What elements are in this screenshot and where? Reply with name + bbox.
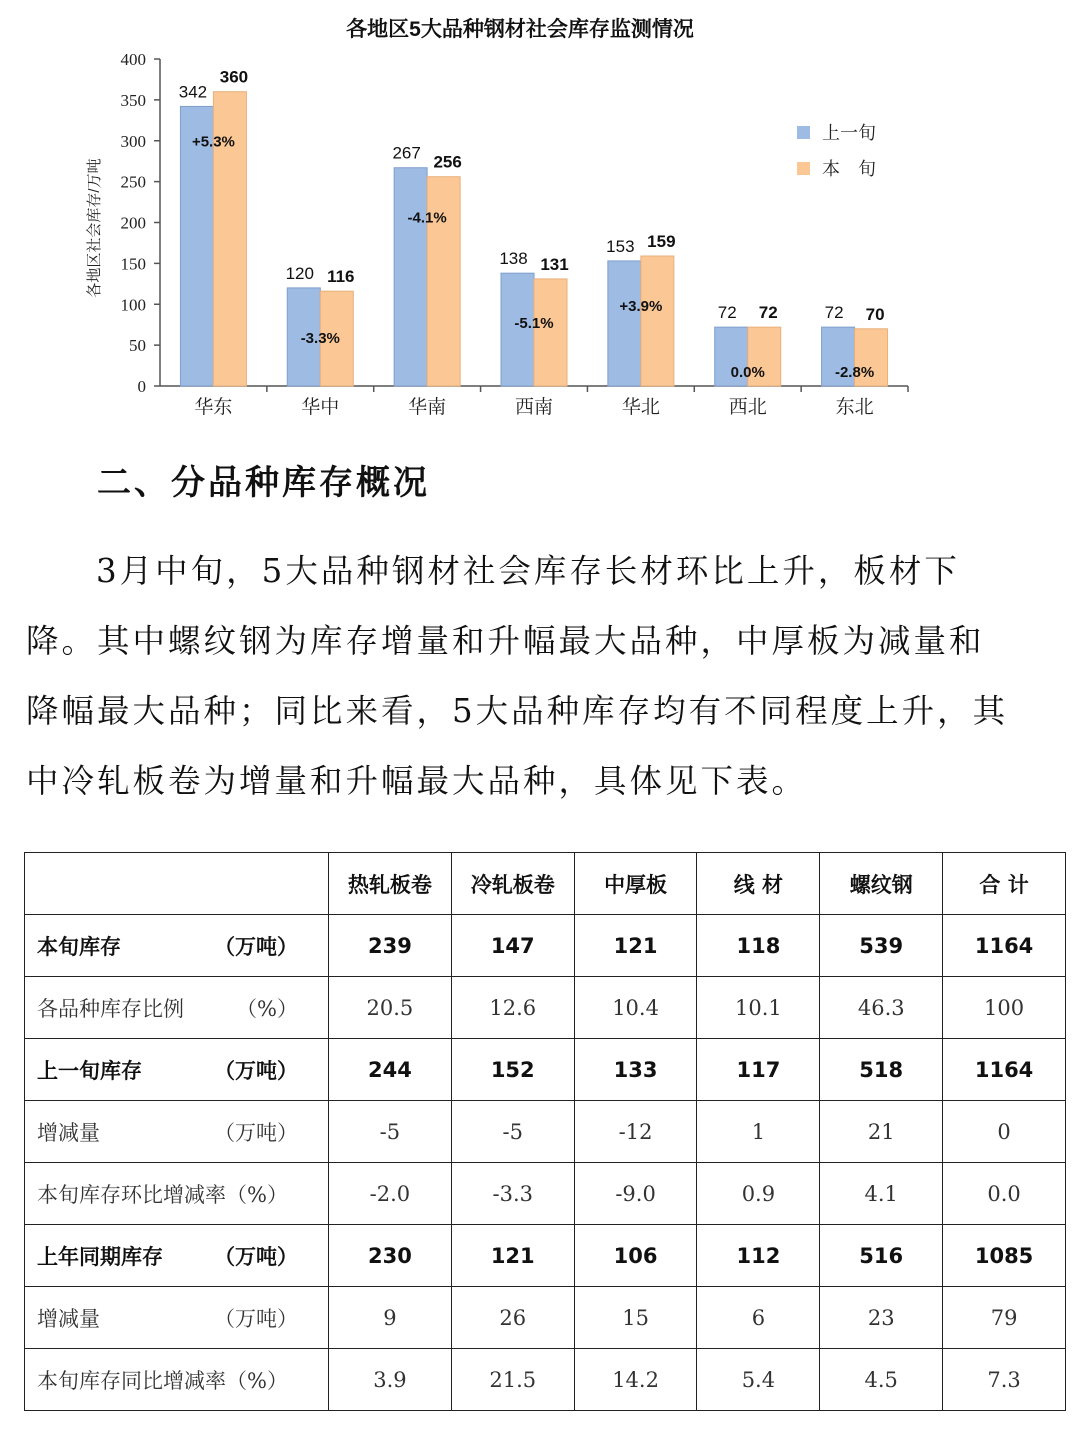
table-cell: 23 — [820, 1287, 943, 1349]
table-cell: 230 — [329, 1225, 452, 1287]
x-category-label: 华南 — [408, 396, 447, 418]
bar-current — [534, 279, 567, 386]
table-cell: 12.6 — [451, 977, 574, 1039]
row-label: 本旬库存同比增减率（%） — [37, 1368, 288, 1393]
bar-value-label: 131 — [540, 254, 569, 274]
table-body — [25, 915, 1066, 1411]
table-row — [25, 1349, 1066, 1411]
bar-value-label: 70 — [865, 304, 885, 324]
table-cell: 106 — [574, 1225, 697, 1287]
table-cell: 26 — [451, 1287, 574, 1349]
table-cell: -2.0 — [329, 1163, 452, 1225]
bar-previous — [608, 261, 641, 386]
row-label-cell — [25, 1163, 329, 1225]
bar-value-label: 153 — [606, 236, 635, 256]
table-cell: 20.5 — [329, 977, 452, 1039]
table-row — [25, 1101, 1066, 1163]
bar-value-label: 116 — [327, 267, 355, 287]
bar-value-label: 267 — [392, 143, 421, 163]
y-tick-label: 50 — [129, 336, 146, 356]
row-label: 上年同期库存 — [37, 1244, 163, 1269]
table-row — [25, 915, 1066, 977]
row-label-cell — [25, 1101, 329, 1163]
row-unit: （万吨） — [214, 934, 298, 959]
section-heading: 二、分品种库存概况 — [97, 463, 430, 503]
header-cell — [25, 853, 329, 915]
table-cell: -5 — [329, 1101, 452, 1163]
row-label-cell — [25, 915, 329, 977]
table-cell: 121 — [574, 915, 697, 977]
table-cell: 0 — [943, 1101, 1066, 1163]
table-cell: 133 — [574, 1039, 697, 1101]
x-category-label: 东北 — [835, 396, 874, 418]
legend-label: 本 旬 — [822, 159, 876, 180]
bar-value-label: 342 — [178, 82, 208, 102]
table-cell: 100 — [943, 977, 1066, 1039]
y-axis-label: 各地区社会库存/万吨 — [86, 158, 103, 298]
bar-value-label: 256 — [433, 152, 462, 172]
table-cell: 14.2 — [574, 1349, 697, 1411]
table-cell: 4.5 — [820, 1349, 943, 1411]
header-cell: 中厚板 — [574, 853, 697, 915]
region-inventory-chart — [0, 0, 1080, 430]
table-cell: -9.0 — [574, 1163, 697, 1225]
table-cell: -3.3 — [451, 1163, 574, 1225]
y-tick-label: 150 — [120, 254, 146, 274]
table-cell: 516 — [820, 1225, 943, 1287]
table-header-row — [25, 853, 1066, 915]
change-rate-label: -5.1% — [514, 315, 554, 333]
row-label-cell — [25, 1349, 329, 1411]
row-label-cell — [25, 1039, 329, 1101]
table-cell: 6 — [697, 1287, 820, 1349]
table-cell: 0.9 — [697, 1163, 820, 1225]
table-cell: 4.1 — [820, 1163, 943, 1225]
bar-value-label: 120 — [285, 263, 314, 283]
row-label: 上一旬库存 — [37, 1058, 142, 1083]
y-tick-label: 250 — [120, 172, 146, 192]
change-rate-label: -2.8% — [834, 364, 875, 382]
table-cell: 46.3 — [820, 977, 943, 1039]
x-category-label: 西南 — [514, 396, 554, 418]
table-row — [25, 1163, 1066, 1225]
table-cell: 1085 — [943, 1225, 1066, 1287]
header-cell: 热轧板卷 — [329, 853, 452, 915]
x-category-label: 华中 — [301, 396, 340, 418]
variety-inventory-table — [24, 852, 1066, 1411]
table-cell: 0.0 — [943, 1163, 1066, 1225]
y-tick-label: 100 — [120, 295, 146, 315]
table-cell: 244 — [329, 1039, 452, 1101]
table-cell: 79 — [943, 1287, 1066, 1349]
row-unit: （万吨） — [214, 1244, 298, 1269]
table-row — [25, 977, 1066, 1039]
bar-value-label: 72 — [824, 303, 844, 323]
header-cell: 冷轧板卷 — [451, 853, 574, 915]
table-cell: 10.1 — [697, 977, 820, 1039]
change-rate-label: 0.0% — [730, 364, 765, 382]
change-rate-label: -4.1% — [407, 209, 447, 227]
row-label-cell — [25, 977, 329, 1039]
table-cell: 118 — [697, 915, 820, 977]
y-tick-label: 0 — [137, 377, 146, 396]
row-unit: （万吨） — [214, 1306, 298, 1331]
row-label: 本旬库存环比增减率（%） — [37, 1182, 288, 1207]
y-tick-label: 300 — [120, 131, 146, 151]
row-label-cell — [25, 1287, 329, 1349]
row-label: 各品种库存比例 — [37, 996, 184, 1021]
table-cell: 1 — [697, 1101, 820, 1163]
table-cell: 7.3 — [943, 1349, 1066, 1411]
table-cell: -5 — [451, 1101, 574, 1163]
bar-value-label: 360 — [219, 67, 249, 87]
row-unit: （万吨） — [214, 1058, 298, 1083]
row-unit: （万吨） — [214, 1120, 298, 1145]
summary-paragraph: 3月中旬，5大品种钢材社会库存长材环比上升，板材下降。其中螺纹钢为库存增量和升幅最大品种，中厚板为减量和降幅最大品种；同比来看，5大品种库存均有不同程度上升，其中冷轧板卷为增量和升幅最大品种，具体见下表。 — [26, 552, 1009, 800]
table-cell: 518 — [820, 1039, 943, 1101]
table-cell: -12 — [574, 1101, 697, 1163]
table-cell: 539 — [820, 915, 943, 977]
table-cell: 21 — [820, 1101, 943, 1163]
table-cell: 239 — [329, 915, 452, 977]
legend-swatch — [797, 126, 810, 139]
table-cell: 21.5 — [451, 1349, 574, 1411]
table-cell: 15 — [574, 1287, 697, 1349]
header-cell: 螺纹钢 — [820, 853, 943, 915]
bar-value-label: 72 — [758, 303, 778, 323]
table-cell: 10.4 — [574, 977, 697, 1039]
x-category-label: 西北 — [728, 396, 767, 418]
bar-value-label: 138 — [499, 249, 528, 269]
table-cell: 121 — [451, 1225, 574, 1287]
table-row — [25, 1287, 1066, 1349]
legend-swatch — [797, 162, 810, 175]
bar-value-label: 72 — [717, 303, 737, 323]
bar-value-label: 159 — [647, 232, 676, 252]
bar-current — [641, 256, 674, 386]
chart-title: 各地区5大品种钢材社会库存监测情况 — [346, 18, 694, 41]
bar-previous — [394, 168, 427, 386]
table-cell: 3.9 — [329, 1349, 452, 1411]
change-rate-label: +5.3% — [191, 133, 235, 151]
table-cell: 1164 — [943, 1039, 1066, 1101]
change-rate-label: +3.9% — [619, 298, 663, 316]
table-row — [25, 1039, 1066, 1101]
y-tick-label: 350 — [120, 90, 146, 110]
table-cell: 117 — [697, 1039, 820, 1101]
row-label: 本旬库存 — [37, 934, 121, 959]
y-tick-label: 200 — [120, 213, 146, 233]
header-cell: 合 计 — [943, 853, 1066, 915]
bar-current — [427, 177, 460, 386]
table-cell: 152 — [451, 1039, 574, 1101]
table-cell: 147 — [451, 915, 574, 977]
row-label-cell — [25, 1225, 329, 1287]
row-label: 增减量 — [37, 1306, 100, 1331]
header-cell: 线 材 — [697, 853, 820, 915]
row-unit: （%） — [236, 996, 298, 1021]
table-row — [25, 1225, 1066, 1287]
x-category-label: 华东 — [194, 396, 233, 418]
table-cell: 1164 — [943, 915, 1066, 977]
table-cell: 9 — [329, 1287, 452, 1349]
change-rate-label: -3.3% — [300, 329, 340, 347]
row-label: 增减量 — [37, 1120, 100, 1145]
table-cell: 112 — [697, 1225, 820, 1287]
legend-label: 上一旬 — [822, 123, 876, 144]
x-category-label: 华北 — [621, 396, 660, 418]
y-tick-label: 400 — [120, 50, 146, 69]
table-cell: 5.4 — [697, 1349, 820, 1411]
